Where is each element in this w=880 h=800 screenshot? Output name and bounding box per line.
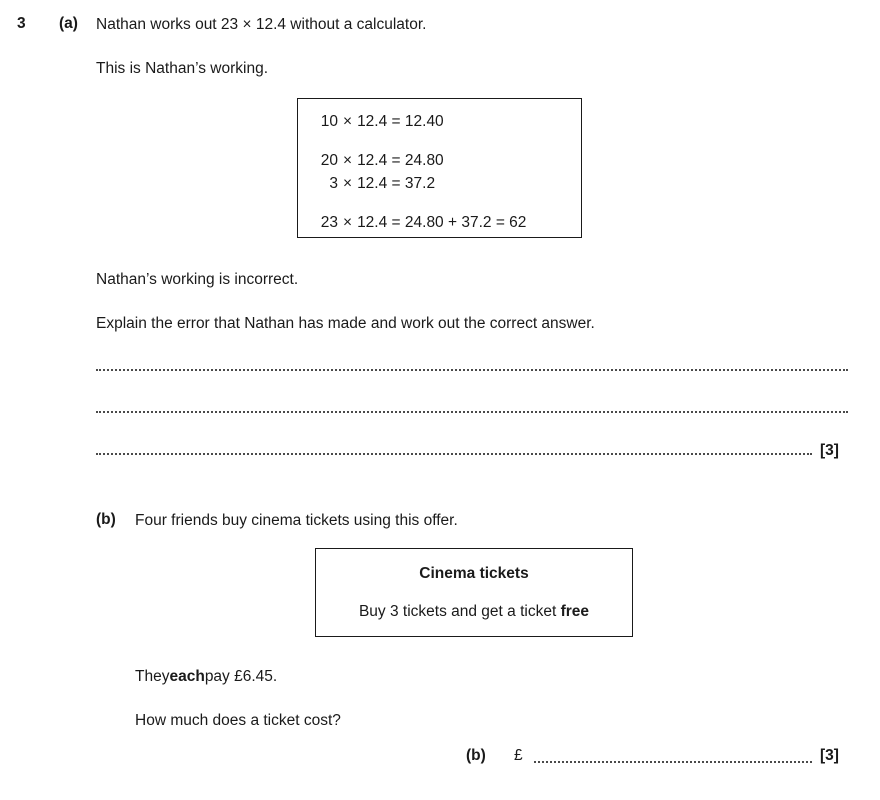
part-b-pay-line: [135, 667, 277, 686]
pay-line-prefix: They: [135, 668, 170, 685]
working-group: [312, 150, 567, 195]
answer-line-3[interactable]: [96, 453, 812, 455]
part-b-answer-label-text: (b): [466, 747, 486, 764]
part-b-stem: Four friends buy cinema tickets using this offer.: [135, 512, 458, 529]
part-a-instruction: Explain the error that Nathan has made and work out the correct answer.: [96, 315, 595, 332]
pay-line-emphasis: each: [169, 668, 205, 685]
part-a-label-text: (a): [59, 15, 78, 32]
working-line: [312, 150, 567, 172]
working-box-content: [298, 99, 581, 246]
working-line: [312, 111, 567, 133]
working-line-expression: 12.4 = 37.2: [357, 174, 436, 192]
multiply-icon: ×: [343, 152, 353, 170]
working-line-expression: 12.4 = 24.80 + 37.2 = 62: [357, 214, 527, 232]
working-group: [312, 212, 567, 234]
offer-description-text: Buy 3 tickets and get a ticket: [358, 602, 561, 620]
working-line-multiplier: 20: [320, 152, 338, 170]
part-b-answer-line[interactable]: [534, 761, 812, 763]
answer-line-2[interactable]: [96, 411, 848, 413]
working-group: [312, 111, 567, 133]
working-line-multiplier: 23: [320, 214, 338, 232]
offer-description: [359, 603, 589, 621]
part-a-intro: This is Nathan’s working.: [96, 60, 269, 77]
working-line-expression: 12.4 = 24.80: [357, 152, 444, 170]
offer-description-emphasis: free: [560, 602, 590, 620]
part-b-label: [96, 511, 116, 529]
cinema-offer-box: [315, 548, 633, 637]
nathans-working-box: [297, 98, 582, 238]
currency-symbol: £: [514, 747, 523, 764]
question-number: 3: [17, 15, 26, 32]
part-a-marks: [3]: [820, 442, 839, 459]
working-line-expression: 12.4 = 12.40: [357, 113, 444, 130]
part-b-instruction: How much does a ticket cost?: [135, 712, 341, 729]
answer-line-1[interactable]: [96, 369, 848, 371]
part-b-label-text: (b): [96, 511, 116, 528]
working-line: [312, 173, 567, 195]
offer-title: Cinema tickets: [419, 564, 529, 582]
part-a-label: [59, 15, 78, 33]
multiply-icon: ×: [343, 214, 353, 232]
part-a-statement: Nathan’s working is incorrect.: [96, 271, 299, 288]
multiply-icon: ×: [343, 113, 353, 130]
multiply-icon: ×: [343, 174, 353, 192]
part-b-answer-label: [466, 747, 486, 765]
part-b-marks: [3]: [820, 747, 839, 764]
part-a-stem: Nathan works out 23 × 12.4 without a calculator.: [96, 16, 427, 33]
working-line: [312, 212, 567, 234]
pay-line-suffix: pay £6.45.: [204, 668, 278, 685]
working-line-multiplier: 3: [329, 174, 338, 192]
working-line-multiplier: 10: [320, 113, 338, 130]
